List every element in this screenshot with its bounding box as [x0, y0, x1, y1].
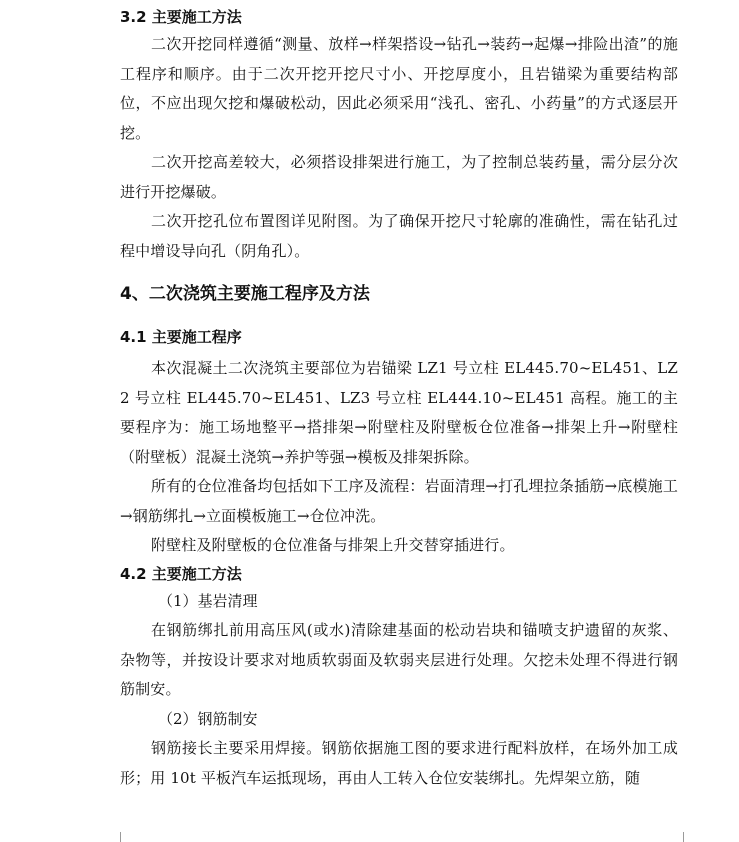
section-3-2-paragraph-2: 二次开挖高差较大，必须搭设排架进行施工，为了控制总装药量，需分层分次进行开挖爆破。 [120, 153, 678, 201]
section-4-1-paragraph-2: 所有的仓位准备均包括如下工序及流程：岩面清理→打孔埋拉条插筋→底模施工→钢筋绑扎→立面模板施工→仓位冲洗。 [120, 477, 678, 525]
section-4-2-paragraph-1: 在钢筋绑扎前用高压风(或水)清除建基面的松动岩块和锚喷支护遗留的灰浆、杂物等，并按设计要求对地质软弱面及软弱夹层进行处理。欠挖未处理不得进行钢筋制安。 [120, 621, 678, 698]
section-4-2-paragraph-2: 钢筋接长主要采用焊接。钢筋依据施工图的要求进行配料放样，在场外加工成形；用 10t 平板汽车运抵现场，再由人工转入仓位安装绑扎。先焊架立筋，随 [120, 739, 678, 787]
section-4-1-paragraph-1: 本次混凝土二次浇筑主要部位为岩锚梁 LZ1 号立柱 EL445.70~EL451、LZ2 号立柱 EL445.70~EL451、LZ3 号立柱 EL444.10~EL451 高程。施工的主要程序为：施工场地整平→搭排架→附壁柱及附壁板仓位准备→排架上升→附壁柱（附壁板）混凝土浇筑→养护等强→模板及排架拆除。 [120, 359, 678, 466]
section-4-1-paragraph-3: 附壁柱及附壁板的仓位准备与排架上升交替穿插进行。 [151, 536, 515, 554]
section-4-heading: 4、二次浇筑主要施工程序及方法 [120, 284, 370, 304]
section-4-2-heading: 4.2 主要施工方法 [120, 564, 242, 583]
section-3-2-paragraph-1: 二次开挖同样遵循“测量、放样→样架搭设→钻孔→装药→起爆→排险出渣”的施工程序和顺序。由于二次开挖开挖尺寸小、开挖厚度小，且岩锚梁为重要结构部位，不应出现欠挖和爆破松动，因此必须采用“浅孔、密孔、小药量”的方式逐层开挖。 [120, 35, 678, 142]
section-3-2-heading: 3.2 主要施工方法 [120, 8, 242, 26]
section-4-2-item-1-title: （1）基岩清理 [158, 591, 258, 610]
section-4-2-item-2-title: （2）钢筋制安 [158, 709, 258, 728]
section-4-1-heading: 4.1 主要施工程序 [120, 328, 242, 346]
page-corner-mark-right [683, 832, 698, 842]
section-3-2-paragraph-3: 二次开挖孔位布置图详见附图。为了确保开挖尺寸轮廓的准确性，需在钻孔过程中增设导向孔（阴角孔）。 [120, 212, 678, 260]
document-body [120, 4, 678, 793]
page-corner-mark-left [106, 832, 121, 842]
